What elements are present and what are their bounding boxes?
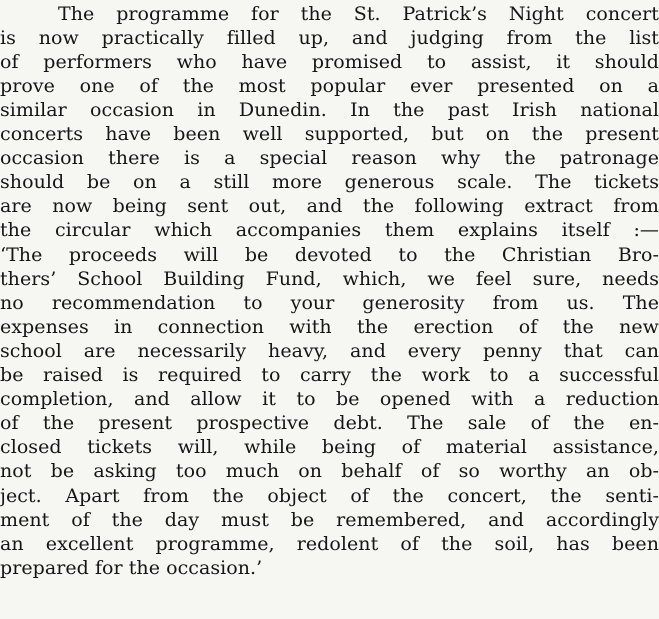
article-line: be raised is required to carry the work to a successful [0,364,659,386]
article-line: ject. Apart from the object of the concert, the senti- [0,485,659,507]
article-line: occasion there is a special reason why the patronage [0,147,659,169]
article-line: is now practically filled up, and judging from the list [0,27,659,49]
article-line: the circular which accompanies them explains itself :— [0,219,659,241]
article-line: should be on a still more generous scale. The tickets [0,171,659,193]
article-line: school are necessarily heavy, and every penny that can [0,340,659,362]
article-line: ment of the day must be remembered, and accordingly [0,509,659,531]
article-line: completion, and allow it to be opened with a reduction [0,388,659,410]
article-line: expenses in connection with the erection of the new [0,316,659,338]
article-line: prepared for the occasion.’ [0,557,263,579]
article-line: of the present prospective debt. The sale of the en- [0,412,659,434]
article-line: closed tickets will, while being of material assistance, [0,436,659,458]
article-line: no recommendation to your generosity from us. The [0,292,659,314]
article-line: not be asking too much on behalf of so worthy an ob- [0,460,659,482]
article-line: an excellent programme, redolent of the soil, has been [0,533,659,555]
article-line: of performers who have promised to assist, it should [0,51,659,73]
article-line: ‘The proceeds will be devoted to the Christian Bro- [0,244,659,266]
article-line: The programme for the St. Patrick’s Night concert [58,3,659,25]
article-line: are now being sent out, and the following extract from [0,195,659,217]
article-line: similar occasion in Dunedin. In the past Irish national [0,99,659,121]
article-line: concerts have been well supported, but on the present [0,123,659,145]
article-line: thers’ School Building Fund, which, we feel sure, needs [0,268,659,290]
article-line: prove one of the most popular ever presented on a [0,75,659,97]
